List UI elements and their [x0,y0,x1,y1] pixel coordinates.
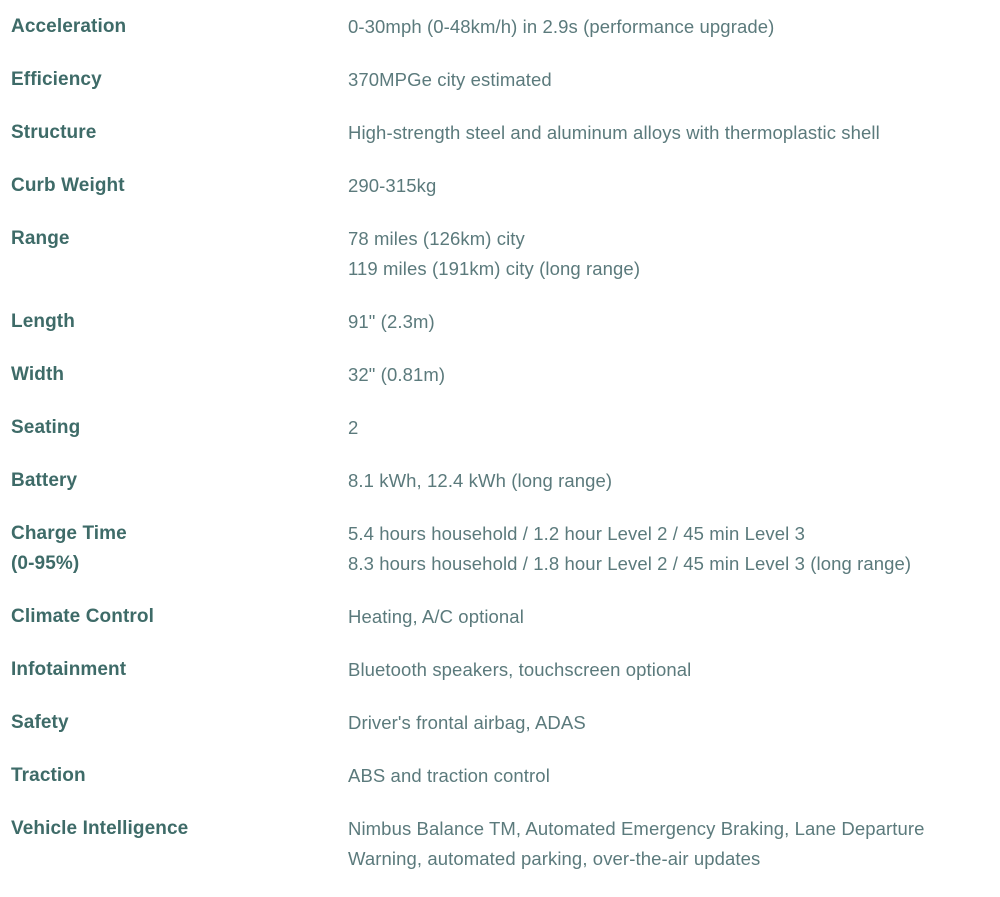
spec-label-line: Charge Time [11,523,127,544]
spec-label [0,814,348,844]
spec-value-line: 8.3 hours household / 1.8 hour Level 2 / 45 min Level 3 (long range) [348,553,912,574]
spec-label [0,118,348,148]
spec-value-line: Warning, automated parking, over-the-air updates [348,848,761,869]
spec-label-line: Seating [11,417,81,438]
spec-label [0,519,348,579]
spec-row [0,655,1000,708]
spec-row [0,413,1000,466]
spec-value [348,171,1000,201]
spec-label-line: Efficiency [11,69,102,90]
spec-row [0,602,1000,655]
spec-row [0,814,1000,897]
spec-label-line: Vehicle Intelligence [11,818,189,839]
spec-row [0,12,1000,65]
spec-value [348,655,1000,685]
spec-value-line: High-strength steel and aluminum alloys with thermoplastic shell [348,122,880,143]
spec-label-line: Climate Control [11,606,154,627]
spec-value [348,466,1000,496]
spec-value [348,519,1000,579]
spec-value [348,118,1000,148]
spec-value [348,12,1000,42]
spec-row [0,118,1000,171]
spec-row [0,360,1000,413]
spec-row [0,761,1000,814]
spec-row [0,708,1000,761]
spec-value-line: 78 miles (126km) city [348,228,525,249]
spec-value [348,65,1000,95]
spec-label [0,224,348,254]
spec-value-line: ABS and traction control [348,765,550,786]
spec-label [0,12,348,42]
spec-label-line: Width [11,364,65,385]
spec-value-line: Heating, A/C optional [348,606,524,627]
spec-value [348,814,1000,874]
spec-label-line: Length [11,311,75,332]
spec-value [348,602,1000,632]
spec-label-line: (0-95%) [11,553,80,574]
spec-value [348,761,1000,791]
spec-label [0,360,348,390]
spec-label-line: Infotainment [11,659,127,680]
spec-value-line: Driver's frontal airbag, ADAS [348,712,586,733]
spec-value [348,360,1000,390]
spec-value-line: 0-30mph (0-48km/h) in 2.9s (performance upgrade) [348,16,775,37]
spec-value-line: 32" (0.81m) [348,364,446,385]
spec-value-line: Bluetooth speakers, touchscreen optional [348,659,692,680]
spec-row [0,224,1000,307]
spec-row [0,466,1000,519]
spec-value-line: 119 miles (191km) city (long range) [348,258,641,279]
spec-label-line: Safety [11,712,69,733]
spec-label-line: Battery [11,470,78,491]
spec-value-line: 290-315kg [348,175,437,196]
spec-value-line: Nimbus Balance TM, Automated Emergency Braking, Lane Departure [348,818,925,839]
spec-label [0,413,348,443]
spec-value-line: 370MPGe city estimated [348,69,552,90]
spec-value-line: 2 [348,417,359,438]
spec-label [0,655,348,685]
spec-value-line: 8.1 kWh, 12.4 kWh (long range) [348,470,613,491]
spec-row [0,307,1000,360]
spec-value [348,307,1000,337]
spec-row [0,65,1000,118]
spec-label-line: Acceleration [11,16,127,37]
spec-row [0,171,1000,224]
spec-label-line: Range [11,228,70,249]
spec-value [348,708,1000,738]
spec-label [0,708,348,738]
spec-value-line: 5.4 hours household / 1.2 hour Level 2 / 45 min Level 3 [348,523,805,544]
spec-label [0,602,348,632]
spec-label [0,65,348,95]
spec-row [0,519,1000,602]
spec-label-line: Structure [11,122,97,143]
spec-label [0,466,348,496]
spec-value-line: 91" (2.3m) [348,311,435,332]
spec-label-line: Curb Weight [11,175,125,196]
spec-label [0,307,348,337]
spec-label-line: Traction [11,765,86,786]
spec-label [0,761,348,791]
spec-value [348,413,1000,443]
spec-value [348,224,1000,284]
spec-label [0,171,348,201]
